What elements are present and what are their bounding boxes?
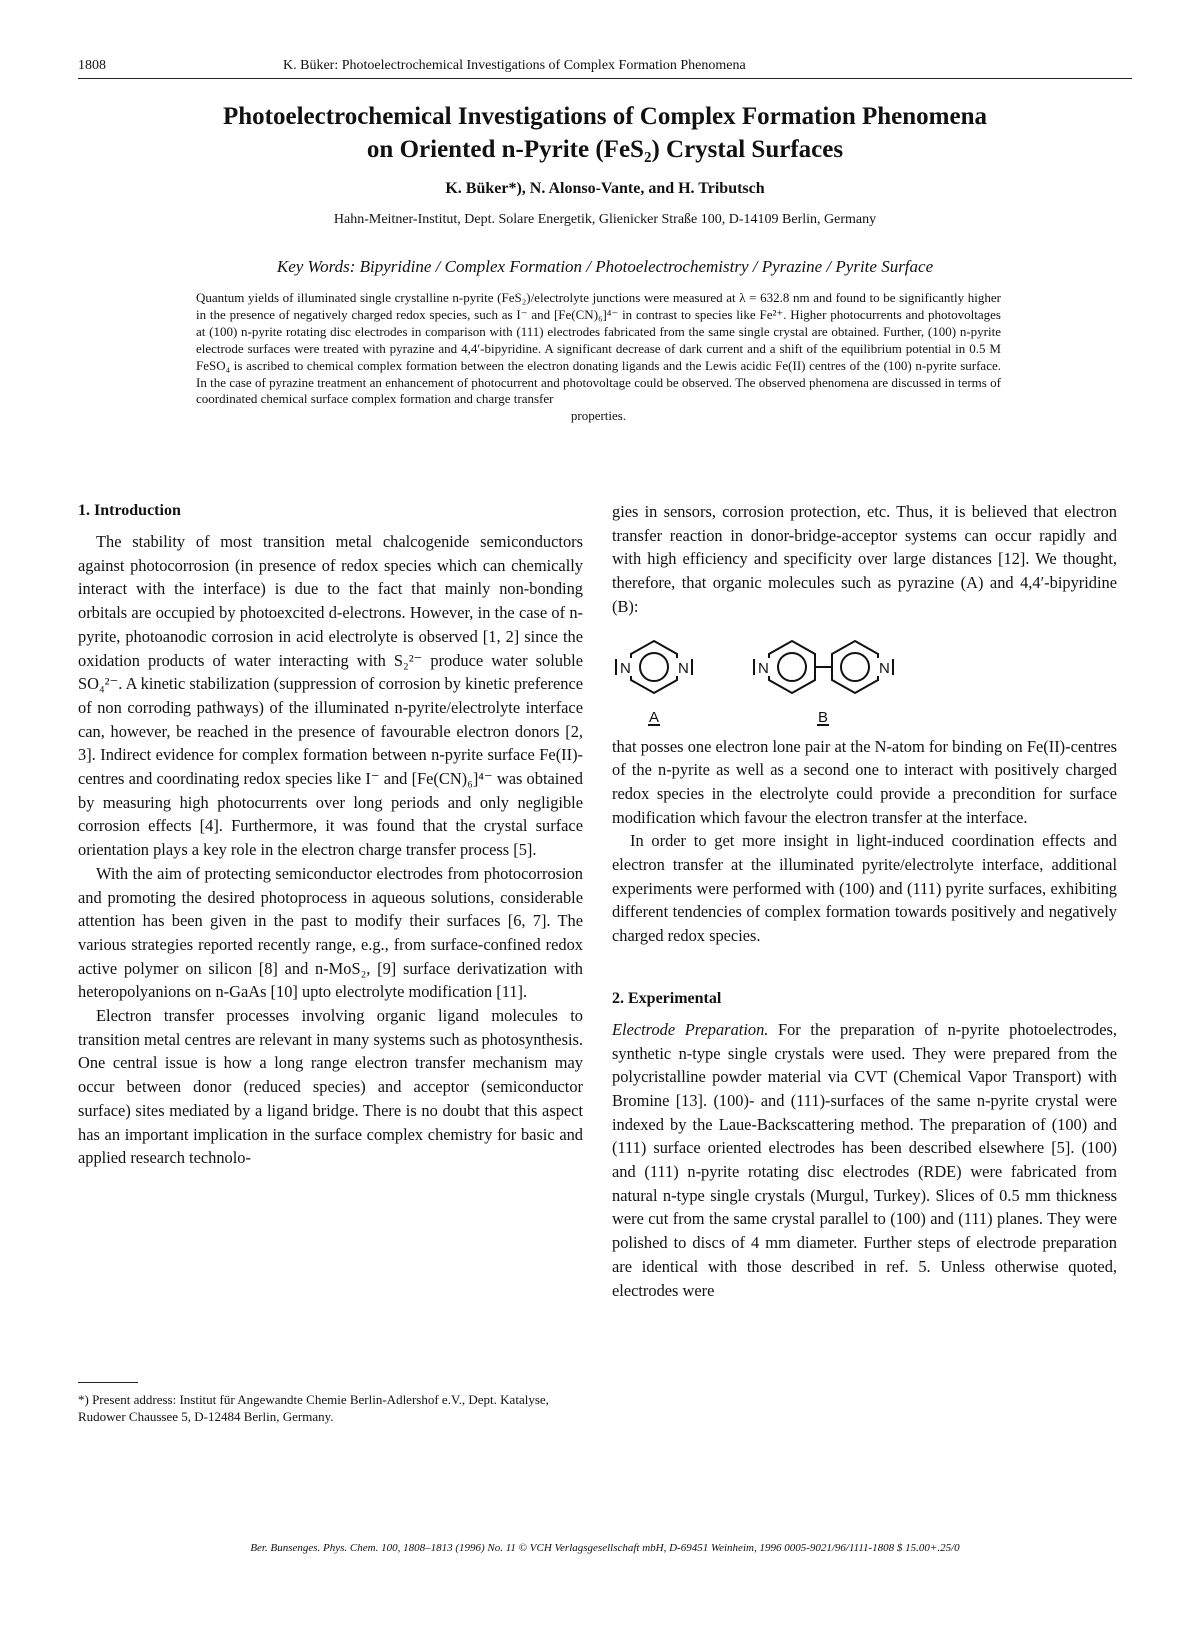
n-atom-a-left: N [620,659,631,677]
author-list: K. Büker*), N. Alonso-Vante, and H. Tributsch [445,180,765,197]
chemical-structures [612,633,1117,729]
section-gap [612,948,1117,988]
intro-paragraph-1: The stability of most transition metal chalcogenide semiconductors against photocorrosion (in presence of redox species which can chemically interact with the interface) is due to the fact that mainly non-bonding orbitals are occupied by photoexcited d-electrons. However, in the case of n-pyrite, photoanodic corrosion in acid electrolyte is observed [1, 2] since the oxidation products of water interacting with S₂²⁻ produce water soluble SO₄²⁻. A kinetic stabilization (suppression of corrosion by kinetic preference of non corroding pathways) of the illuminated n-pyrite/electrolyte interface can, however, be reached in the presence of favourable electron donors [2, 3]. Indirect evidence for complex formation between n-pyrite surface Fe(II)-centres and coordinating redox species like I⁻ and [Fe(CN)₆]⁴⁻ was obtained by measuring high photocurrents over long periods and only negligible corrosion effects [4]. Furthermore, it was found that the crystal surface orientation plays a key role in the electron charge transfer process [5]. [78,532,583,860]
abstract [196,290,1001,425]
intro-paragraph-3: Electron transfer processes involving organic ligand molecules to transition metal centres are relevant in many systems such as photosynthesis. One central issue is how a long range electron transfer mechanism may occur between donor (reduced species) and acceptor (semiconductor surface) sites mediated by a ligand bridge. There is no doubt that this aspect has an important implication in the surface complex chemistry for basic and applied research technolo- [78,1006,583,1168]
structure-label-b: B [818,708,829,726]
left-column [78,500,583,1170]
structure-diagram [612,633,952,729]
keywords: Key Words: Bipyridine / Complex Formation / Photoelectrochemistry / Pyrazine / Pyrite Surface [276,257,934,276]
running-header [78,56,1132,79]
section-heading-introduction: 1. Introduction [78,502,181,519]
right-column [612,500,1117,1302]
bipyridine-ring-right [832,641,878,693]
section-heading-experimental: 2. Experimental [612,989,722,1007]
n-atom-a-right: N [678,659,689,677]
affiliation: Hahn-Meitner-Institut, Dept. Solare Energetik, Glienicker Straße 100, D-14109 Berlin, Germany [333,212,877,227]
pyrazine-ring [631,641,677,693]
n-atom-b-right: N [879,659,890,677]
title-line-1: Photoelectrochemical Investigations of Complex Formation Phenomena [222,103,987,130]
footnote [78,1382,583,1425]
experimental-paragraph-1 [612,1018,1117,1302]
pyrazine-aromatic-circle [640,653,668,681]
page-number: 1808 [78,58,106,73]
footnote-text: *) Present address: Institut für Angewandte Chemie Berlin-Adlershof e.V., Dept. Katalyse, Rudower Chaussee 5, D-12484 Berlin, Germany. [78,1392,549,1424]
title-line-2: on Oriented n-Pyrite (FeS₂) Crystal Surfaces [366,136,844,163]
n-atom-b-left: N [758,659,769,677]
abstract-last-line: properties. [570,408,627,424]
intro-paragraph-5: that posses one electron lone pair at the N-atom for binding on Fe(II)-centres of the n-pyrite as well as a second one to interact with positively charged redox species in the electrolyte could provide a precondition for surface modification which favour the electron transfer at the interface. [612,736,1117,827]
abstract-body: Quantum yields of illuminated single crystalline n-pyrite (FeS₂)/electrolyte junctions were measured at λ = 632.8 nm and found to be significantly higher in the presence of negatively charged redox species, such as I⁻ and [Fe(CN)₆]⁴⁻ in contrast to species like Fe²⁺. Higher photocurrents and photovoltages at (100) n-pyrite rotating disc electrodes in comparison with (111) electrodes fabricated from the same single crystal are obtained. Further, (100) n-pyrite electrode surfaces were treated with pyrazine and 4,4′-bipyridine. A significant decrease of dark current and a shift of the equilibrium potential in 0.5 M FeSO₄ is ascribed to chemical complex formation between the electron donating ligands and the Lewis acidic Fe(II) centres of the (100) n-pyrite surface. In the case of pyrazine treatment an enhancement of photocurrent and photovoltage could be observed. The observed phenomena are discussed in terms of coordinated chemical surface complex formation and charge transfer [196,290,1001,407]
structure-label-a: A [649,708,660,726]
electrode-preparation-lead: Electrode Preparation. [612,1019,769,1039]
bipyridine-ring-left [769,641,815,693]
intro-paragraph-4: gies in sensors, corrosion protection, etc. Thus, it is believed that electron transfer reaction in donor-bridge-acceptor systems can occur rapidly and with high efficiency and specificity over large distances [12]. We thought, therefore, that organic molecules such as pyrazine (A) and 4,4′-bipyridine (B): [612,502,1117,616]
footnote-rule [78,1382,138,1383]
intro-paragraph-2: With the aim of protecting semiconductor electrodes from photocorrosion and promoting the desired photoprocess in aqueous solutions, considerable attention has been given in the past to modify their surfaces [6, 7]. The various strategies reported recently range, e.g., from surface-confined redox active polymer on silicon [8] and n-MoS₂, [9] surface derivatization with heteropolyanions on n-GaAs [10] upto electrolyte modification [11]. [78,863,583,1002]
bipyridine-aromatic-circle-left [778,653,806,681]
bipyridine-aromatic-circle-right [841,653,869,681]
paper-title [78,100,1132,166]
intro-paragraph-6: In order to get more insight in light-induced coordination effects and electron transfer at the illuminated pyrite/electrolyte interface, additional experiments were performed with (100) and (111) pyrite surfaces, exhibiting different tendencies of complex formation towards positively and negatively charged redox species. [612,831,1117,946]
journal-footer: Ber. Bunsenges. Phys. Chem. 100, 1808–1813 (1996) No. 11 © VCH Verlagsgesellschaft mbH, D-69451 Weinheim, 1996 0005-9021/96/1111-1808 $ 15.00+.25/0 [250,1542,960,1554]
running-title: K. Büker: Photoelectrochemical Investigations of Complex Formation Phenomena [283,58,746,73]
experimental-paragraph-text: For the preparation of n-pyrite photoelectrodes, synthetic n-type single crystals were used. They were prepared from the polycristalline powder material via CVT (Chemical Vapor Transport) with Bromine [13]. (100)- and (111)-surfaces of the same n-pyrite crystal were indexed by the Laue-Backscattering method. The preparation of (100) and (111) surface oriented electrodes has been described elsewhere [5]. (100) and (111) n-pyrite rotating disc electrodes (RDE) were fabricated from natural n-type single crystals (Murgul, Turkey). Slices of 0.5 mm thickness were cut from the same crystal parallel to (100) and (111) planes. They were polished to discs of 4 mm diameter. Further steps of electrode preparation are identical with those described in ref. 5. Unless otherwise quoted, electrodes were [612,1019,1117,1300]
